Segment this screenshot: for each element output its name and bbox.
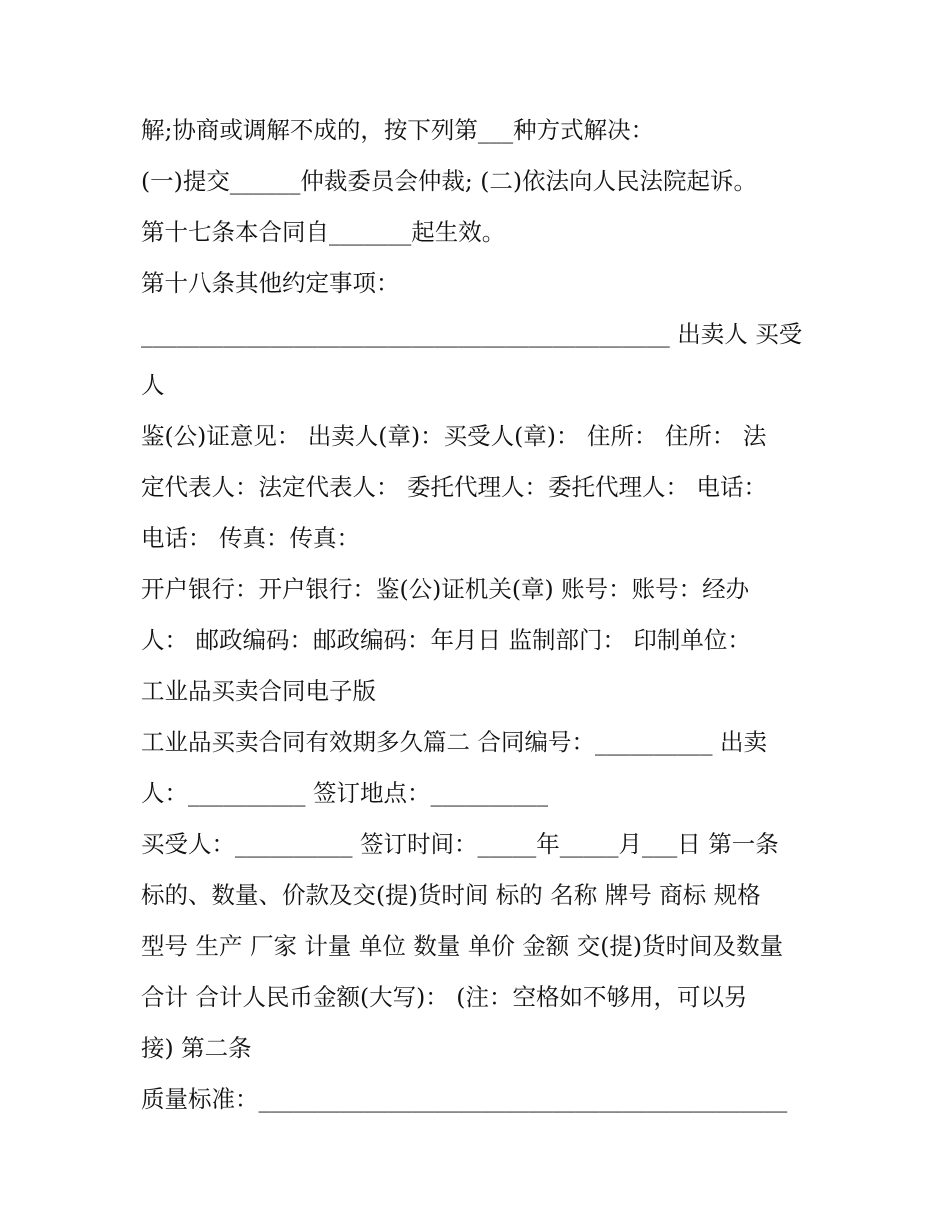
text-line: 标的、数量、价款及交(提)货时间 标的 名称 牌号 商标 规格 xyxy=(141,881,761,909)
text-line: 人：__________ 签订地点：__________ xyxy=(141,779,548,807)
text-line: 工业品买卖合同有效期多久篇二 合同编号：__________ 出卖 xyxy=(141,728,767,756)
text-line: 第十七条本合同自_______起生效。 xyxy=(141,218,506,246)
text-line: 人： 邮政编码：邮政编码：年月日 监制部门： 印制单位： xyxy=(141,626,751,654)
text-line: _____________________________________________ 出卖人 买受 xyxy=(141,320,803,348)
text-line: (一)提交______仲裁委员会仲裁; (二)依法向人民法院起诉。 xyxy=(141,167,758,195)
text-line: 型号 生产 厂家 计量 单位 数量 单价 金额 交(提)货时间及数量 xyxy=(141,932,784,960)
text-line: 解;协商或调解不成的，按下列第___种方式解决： xyxy=(141,116,655,144)
document-body xyxy=(141,105,821,1125)
text-line: 合计 合计人民币金额(大写)： (注：空格如不够用，可以另 xyxy=(141,983,748,1011)
text-line: 买受人：__________ 签订时间：_____年_____月___日 第一条 xyxy=(141,830,779,858)
text-line: 鉴(公)证意见： 出卖人(章)：买受人(章)： 住所： 住所： 法 xyxy=(141,422,767,450)
text-line: 电话： 传真：传真： xyxy=(141,524,360,552)
text-line: 定代表人：法定代表人： 委托代理人：委托代理人： 电话： xyxy=(141,473,767,501)
text-line: 接) 第二条 xyxy=(141,1034,252,1062)
text-line: 开户银行：开户银行：鉴(公)证机关(章) 账号：账号：经办 xyxy=(141,575,750,603)
text-line: 第十八条其他约定事项： xyxy=(141,269,400,297)
text-line: 质量标准：_____________________________________________ xyxy=(141,1085,788,1113)
text-line: 人 xyxy=(141,371,165,399)
text-line: 工业品买卖合同电子版 xyxy=(141,677,376,705)
